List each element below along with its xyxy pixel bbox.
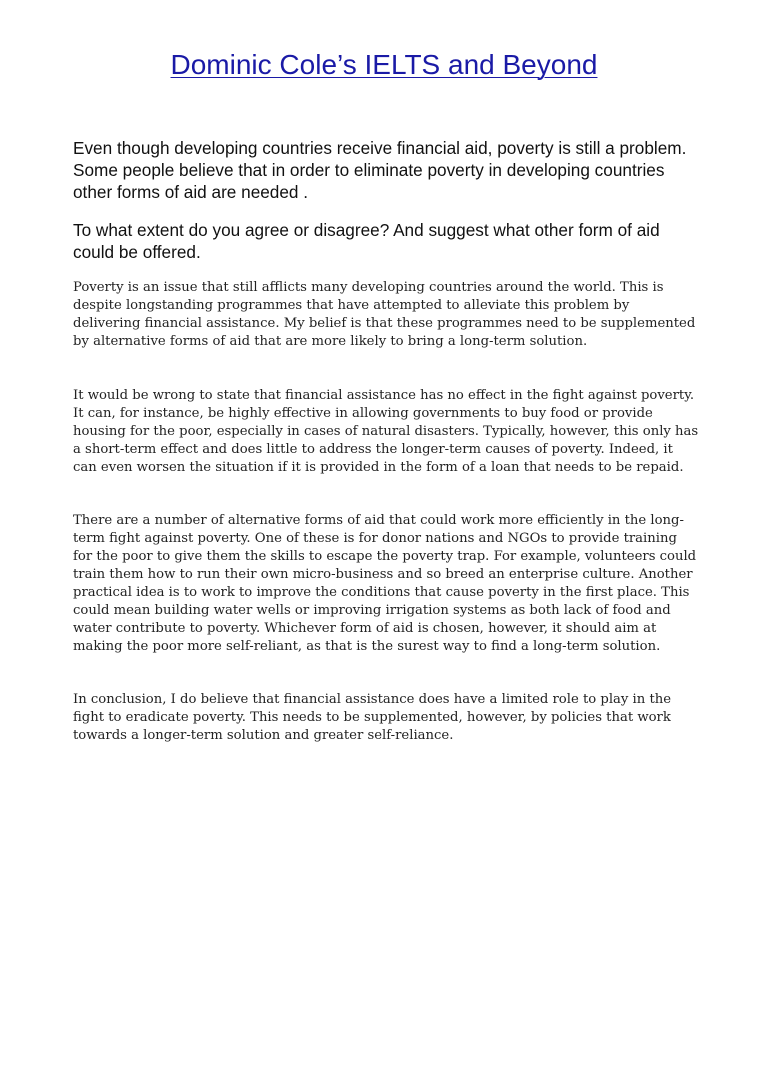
question-prompt: Even though developing countries receive financial aid, poverty is still a problem. Some people believe that in order to eliminate poverty in developing countries other forms of aid are needed . [73, 138, 687, 202]
essay-paragraph-introduction: Poverty is an issue that still afflicts many developing countries around the world. This is despite longstanding programmes that have attempted to alleviate this problem by delivering financial assistance. My belief is that these programmes need to be supplemented by alternative forms of aid that are more likely to bring a long-term solution. [73, 280, 696, 349]
essay-paragraph-body-2: There are a number of alternative forms of aid that could work more efficiently in the long-term fight against poverty. One of these is for donor nations and NGOs to provide training for the poor to give them the skills to escape the poverty trap. For example, volunteers could train them how to run their own micro-business and so breed an enterprise culture. Another practical idea is to work to improve the conditions that cause poverty in the first place. This could mean building water wells or improving irrigation systems as both lack of food and water contribute to poverty. Whichever form of aid is chosen, however, it should aim at making the poor more self-reliant, as that is the surest way to find a long-term solution. [73, 513, 697, 654]
title-link[interactable]: Dominic Cole’s IELTS and Beyond [170, 49, 598, 80]
question-instruction: To what extent do you agree or disagree? And suggest what other form of aid could be offered. [73, 220, 660, 262]
document-title [0, 45, 768, 85]
essay-paragraph-conclusion: In conclusion, I do believe that financial assistance does have a limited role to play in the fight to eradicate poverty. This needs to be supplemented, however, by policies that work towards a longer-term solution and greater self-reliance. [73, 692, 672, 743]
essay-paragraph-body-1: It would be wrong to state that financial assistance has no effect in the fight against poverty. It can, for instance, be highly effective in allowing governments to buy food or provide housing for the poor, especially in cases of natural disasters. Typically, however, this only has a short-term effect and does little to address the longer-term causes of poverty. Indeed, it can even worsen the situation if it is provided in the form of a loan that needs to be repaid. [73, 388, 699, 475]
